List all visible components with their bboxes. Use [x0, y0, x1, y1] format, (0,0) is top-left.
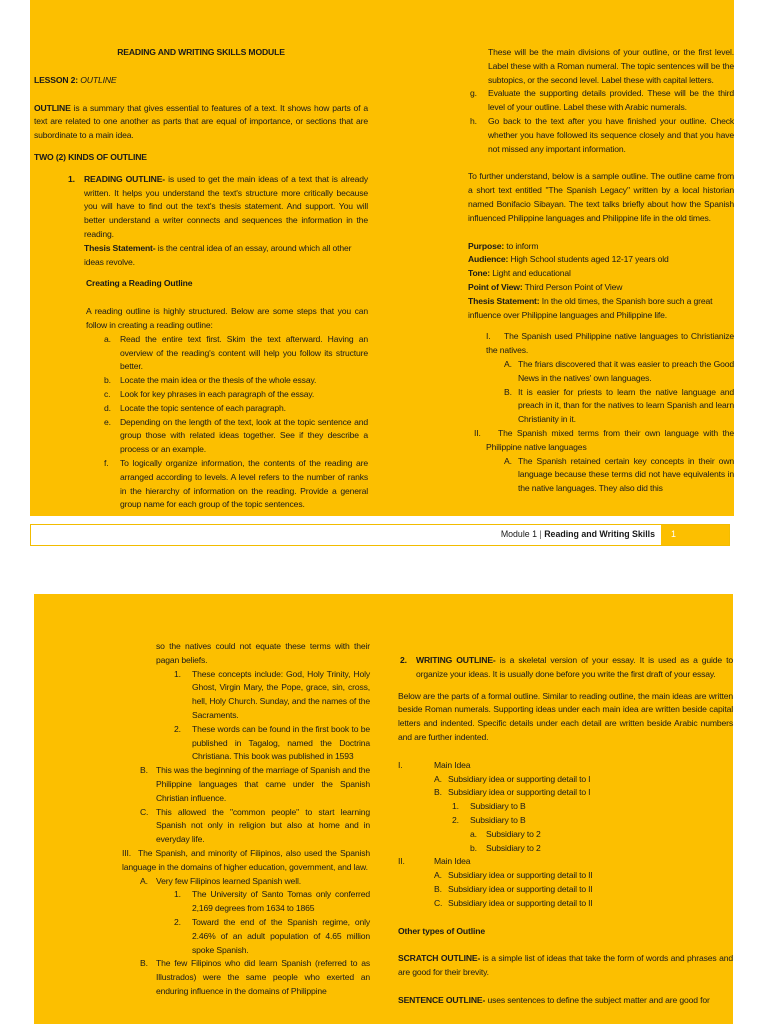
sentence-outline-definition	[398, 994, 733, 1008]
footer-page-number-box	[661, 525, 729, 545]
sample-intro: To further understand, below is a sample outline. The outline came from a short text entitled "The Spanish Legacy" written by a local historian named Bonifacio Sibayan. The text talks briefly about how the Spanish influenced Philippine languages and Philippine life in the old times.	[468, 171, 734, 223]
pov-line	[468, 281, 734, 295]
list-item	[34, 416, 368, 457]
list-item	[398, 842, 733, 856]
scratch-outline-definition	[398, 952, 733, 980]
steps-list	[34, 333, 368, 512]
list-item	[468, 330, 734, 358]
purpose-value: to inform	[504, 240, 539, 251]
list-text: Subsidiary to B	[470, 801, 526, 812]
list-text: Look for key phrases in each paragraph of the essay.	[120, 388, 315, 399]
pov-value: Third Person Point of View	[522, 281, 623, 292]
list-marker: I.	[398, 759, 403, 770]
list-text: To logically organize information, the contents of the reading are arranged according to levels. A level refers to the number of ranks in the hierarchy of information on the reading. Provide a general group name for each group of the topic sentences.	[120, 457, 368, 510]
list-text: The Spanish, and minority of Filipinos, also used the Spanish language in the domains of higher education, government, and law.	[122, 847, 370, 872]
list-text: Very few Filipinos learned Spanish well.	[156, 875, 301, 886]
list-marker: A.	[140, 875, 148, 886]
thesis-value: In the old times, the Spanish bore such a great influence over Philippine languages and Philippine life.	[468, 295, 713, 320]
list-text: The University of Santo Tomas only conferred 2,169 degrees from 1634 to 1865	[192, 889, 370, 914]
footer-separator: |	[537, 529, 545, 539]
list-text: Evaluate the supporting details provided. These will be the third level of your outline. Label these with Arabic numerals.	[488, 88, 734, 113]
list-item	[34, 806, 370, 847]
list-item	[398, 869, 733, 883]
list-marker: B.	[504, 386, 512, 397]
sample-details	[468, 240, 734, 323]
writing-outline-number: 2.	[400, 655, 407, 665]
outline-definition	[34, 102, 368, 143]
list-text: Subsidiary to 2	[486, 842, 541, 853]
list-marker: 2.	[174, 916, 181, 927]
list-text: This allowed the "common people" to start learning Spanish not only in religion but also at home and in everyday life.	[156, 806, 370, 845]
list-text: Locate the topic sentence of each paragraph.	[120, 402, 286, 413]
list-marker: 1.	[174, 889, 181, 900]
list-item	[468, 455, 734, 496]
writing-outline-text: is a skeletal version of your essay. It is used as a guide to organize your ideas. It is usually done before you write the first draft of your essay.	[416, 655, 733, 679]
list-marker: 1.	[174, 668, 181, 679]
reading-outline-definition	[84, 173, 368, 242]
list-text: Read the entire text first. Skim the text afterward. Having an overview of the reading's content will help you follow its structure better.	[120, 333, 368, 372]
list-marker: II.	[398, 856, 405, 867]
list-marker: B.	[140, 765, 148, 776]
lesson-heading	[34, 74, 368, 88]
page2-right-column	[398, 654, 733, 1008]
thesis-statement-definition	[84, 242, 368, 270]
footer-page-number: 1	[671, 529, 677, 539]
outline-continuation: so the natives could not equate these terms with their pagan beliefs.	[156, 641, 370, 665]
other-types-heading: Other types of Outline	[398, 925, 485, 936]
thesis-statement-term: Thesis Statement-	[84, 242, 156, 253]
list-marker: c.	[104, 388, 111, 399]
list-item	[398, 883, 733, 897]
module-page-2	[34, 594, 733, 1024]
list-item	[398, 855, 733, 869]
list-marker: h.	[470, 115, 477, 126]
outline-definition-text: is a summary that gives essential to features of a text. It shows how parts of a text are related to one another as parts that are equal of importance, or sections that are subordinate to a main idea.	[34, 102, 368, 141]
list-item	[34, 764, 370, 805]
steps-continuation: These will be the main divisions of your outline, or the first level. Label these with a Roman numeral. The topic sentences will be the subtopics, or the second level. Label these with capital letters.	[488, 47, 734, 85]
list-marker: A.	[504, 358, 512, 369]
tone-label: Tone:	[468, 268, 491, 279]
audience-value: High School students aged 12-17 years old	[508, 254, 669, 265]
scratch-outline-text: is a simple list of ideas that take the form of words and phrases and are good for their brevity.	[398, 953, 733, 978]
writing-outline-item	[398, 654, 733, 682]
footer-text	[501, 529, 655, 539]
list-text: Go back to the text after you have finished your outline. Check whether you have followed its sequence closely and that you have not missed any important information.	[488, 115, 734, 154]
page2-left-column	[34, 640, 370, 999]
reading-outline-text: is used to get the main ideas of a text that is already written. It helps you understand the text's structure more critically because you will have to find out the text's thesis statement. And support. You will better understand a writer connects and sequences the information in the reading.	[84, 173, 368, 239]
list-item	[34, 457, 368, 512]
outline-term: OUTLINE	[34, 102, 71, 113]
footer-title: Reading and Writing Skills	[544, 529, 655, 539]
list-marker: II.	[474, 427, 481, 438]
pov-label: Point of View:	[468, 281, 523, 292]
thesis-statement-text: is the central idea of an essay, around which all other ideas revolve.	[84, 242, 352, 267]
thesis-line	[468, 295, 734, 323]
list-text: Subsidiary idea or supporting detail to I	[448, 787, 591, 798]
list-marker: d.	[104, 402, 111, 413]
purpose-label: Purpose:	[468, 240, 505, 251]
list-item	[468, 115, 734, 156]
list-text: The few Filipinos who did learn Spanish (referred to as Illustrados) were the same people who exerted an enduring influence in the domains of Philippine	[156, 958, 370, 996]
thesis-label: Thesis Statement:	[468, 295, 540, 306]
page1-left-column	[34, 46, 368, 512]
list-item	[398, 814, 733, 828]
list-text: Subsidiary idea or supporting detail to II	[448, 870, 593, 881]
list-text: It is easier for priests to learn the native language and preach in it, than for the natives to learn Spanish and learn Christianity in it.	[518, 386, 734, 425]
list-marker: A.	[434, 773, 442, 784]
list-item	[398, 828, 733, 842]
lesson-topic: OUTLINE	[80, 74, 117, 85]
list-marker: A.	[434, 870, 442, 881]
list-item	[398, 773, 733, 787]
list-item	[468, 427, 734, 455]
formal-outline-intro: Below are the parts of a formal outline. Similar to reading outline, the main ideas are written beside Roman numerals. Supporting ideas under each main idea are written beside capital letters and indented. Specific details under each detail are written beside Arabic numbers and are further indented.	[398, 690, 733, 742]
footer-module: Module 1	[500, 529, 538, 539]
list-text: Subsidiary to 2	[486, 828, 541, 839]
list-text: Depending on the length of the text, look at the topic sentence and group those with related ideas together. See if they describe a process or an example.	[120, 416, 368, 455]
list-item	[398, 800, 733, 814]
list-item	[34, 668, 370, 723]
list-marker: C.	[140, 806, 149, 817]
list-text: The Spanish retained certain key concepts in their own language because these terms did not have equivalents in the native languages. They also did this	[518, 455, 734, 494]
list-text: Subsidiary idea or supporting detail to II	[448, 897, 593, 908]
audience-label: Audience:	[468, 254, 509, 265]
list-marker: b.	[470, 842, 477, 853]
page-footer	[30, 524, 730, 546]
list-text: The friars discovered that it was easier to preach the Good News in the natives' own languages.	[518, 358, 734, 383]
tone-value: Light and educational	[490, 268, 571, 279]
list-marker: 2.	[452, 814, 459, 825]
list-item	[398, 759, 733, 773]
list-marker: B.	[434, 787, 442, 798]
sentence-outline-text: uses sentences to define the subject matter and are good for	[485, 994, 710, 1005]
sentence-outline-term: SENTENCE OUTLINE-	[398, 994, 486, 1005]
list-item	[34, 374, 368, 388]
sample-outline	[468, 330, 734, 496]
page1-right-column	[468, 46, 734, 496]
list-text: Subsidiary idea or supporting detail to I	[448, 773, 591, 784]
list-item	[34, 333, 368, 374]
list-text: The Spanish mixed terms from their own language with the Philippine native languages	[486, 427, 734, 452]
audience-line	[468, 253, 734, 267]
list-marker: f.	[104, 457, 109, 468]
list-text: Subsidiary idea or supporting detail to II	[448, 883, 593, 894]
list-item	[34, 916, 370, 957]
list-item	[34, 847, 370, 875]
tone-line	[468, 267, 734, 281]
list-item	[34, 888, 370, 916]
list-text: Locate the main idea or the thesis of the whole essay.	[120, 375, 317, 386]
lesson-label: LESSON 2:	[34, 74, 79, 85]
list-item	[468, 87, 734, 115]
reading-outline-number: 1.	[68, 173, 75, 184]
list-text: These concepts include: God, Holy Trinity, Holy Ghost, Virgin Mary, the Pope, grace, sin, cross, hell, Holy Church. Sunday, and the names of the Sacraments.	[192, 668, 370, 720]
list-text: These words can be found in the first book to be published in Tagalog, named the Doctrina Christiana. This book was published in 1593	[192, 723, 370, 762]
purpose-line	[468, 240, 734, 254]
list-marker: III.	[122, 847, 131, 858]
list-item	[398, 786, 733, 800]
list-item	[34, 402, 368, 416]
scratch-outline-term: SCRATCH OUTLINE-	[398, 953, 481, 964]
reading-outline-item	[34, 173, 368, 270]
reading-outline-term: READING OUTLINE-	[84, 173, 166, 184]
writing-outline-definition	[416, 654, 733, 682]
list-marker: 1.	[452, 801, 459, 812]
formal-outline	[398, 759, 733, 911]
list-item	[398, 897, 733, 911]
list-item	[468, 386, 734, 427]
list-item	[34, 957, 370, 998]
list-text: This was the beginning of the marriage of Spanish and the Philippine languages that came under the Spanish Christian influence.	[156, 765, 370, 803]
list-marker: B.	[434, 883, 442, 894]
list-item	[34, 875, 370, 889]
list-item	[34, 388, 368, 402]
list-marker: I.	[486, 331, 491, 342]
writing-outline-term: WRITING OUTLINE-	[416, 655, 496, 665]
list-marker: 2.	[174, 723, 181, 734]
kinds-heading: TWO (2) KINDS OF OUTLINE	[34, 151, 147, 162]
list-marker: C.	[434, 897, 443, 908]
list-item	[34, 723, 370, 764]
creating-reading-outline-heading: Creating a Reading Outline	[86, 278, 193, 289]
list-marker: b.	[104, 375, 111, 386]
list-item	[468, 358, 734, 386]
list-marker: A.	[504, 455, 512, 466]
list-text: Toward the end of the Spanish regime, only 2.46% of an adult population of 4.65 million spoke Spanish.	[192, 916, 370, 955]
list-text: Subsidiary to B	[470, 814, 526, 825]
module-title: READING AND WRITING SKILLS MODULE	[117, 47, 285, 57]
list-text: Main Idea	[434, 856, 471, 867]
list-marker: B.	[140, 958, 148, 969]
list-marker: a.	[470, 828, 477, 839]
list-text: The Spanish used Philippine native languages to Christianize the natives.	[486, 331, 734, 356]
list-text: Main Idea	[434, 759, 471, 770]
steps-intro: A reading outline is highly structured. Below are some steps that you can follow in creating a reading outline:	[86, 306, 368, 330]
list-marker: g.	[470, 88, 477, 99]
list-marker: a.	[104, 333, 111, 344]
module-page-1	[30, 0, 734, 516]
list-marker: e.	[104, 416, 111, 427]
